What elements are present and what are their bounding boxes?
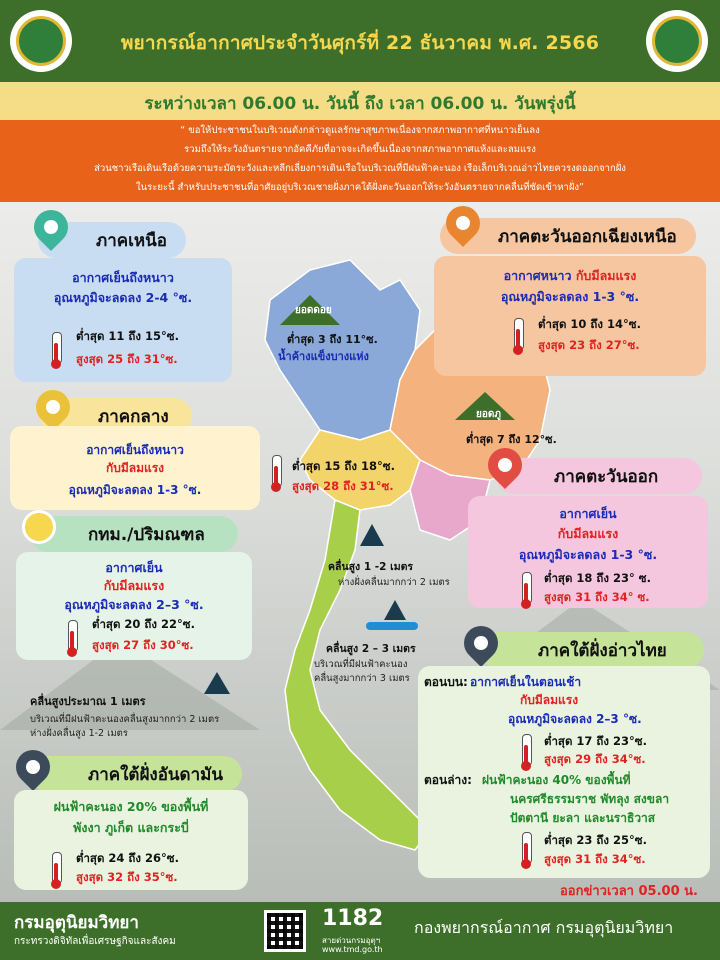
thermometer-icon xyxy=(52,332,62,364)
boat-icon xyxy=(384,600,406,620)
thermometer-icon xyxy=(272,455,282,487)
south-gulf-title-pill xyxy=(480,632,704,668)
thermometer-icon xyxy=(522,734,532,766)
doi-label: ยอดดอย xyxy=(295,305,332,316)
south-upper-max: สูงสุด 29 ถึง 34°ซ. xyxy=(544,752,646,766)
bangkok-line2: กับมีลมแรง xyxy=(103,578,165,593)
central-max: สูงสุด 28 ถึง 31°ซ. xyxy=(292,479,394,493)
wave-andaman-line3: ห่างฝั่งคลื่นสูง 1-2 เมตร xyxy=(30,728,128,739)
boat-icon xyxy=(204,672,230,694)
east-max: สูงสุด 31 ถึง 34° ซ. xyxy=(544,590,650,604)
thermometer-icon xyxy=(68,620,78,652)
footer-org: กรมอุตุนิยมวิทยา xyxy=(14,913,139,933)
warning-line: “ ขอให้ประชาชนในบริเวณดังกล่าวดูแลรักษาสุขภาพเนื่องจากสภาพอากาศที่หนาวเย็นลง xyxy=(180,125,540,136)
east-min: ต่ำสุด 18 ถึง 23° ซ. xyxy=(544,571,651,585)
east-title: ภาคตะวันออก xyxy=(554,466,659,487)
south-upper1: อากาศเย็นในตอนเช้า xyxy=(470,675,582,689)
thermometer-icon xyxy=(52,852,62,884)
north-min: ต่ำสุด 11 ถึง 15°ซ. xyxy=(76,329,179,343)
website-link[interactable]: www.tmd.go.th xyxy=(322,945,383,954)
wave-andaman-line1: คลื่นสูงประมาณ 1 เมตร xyxy=(30,695,146,708)
ministry-logo xyxy=(10,10,72,72)
northeast-max: สูงสุด 23 ถึง 27°ซ. xyxy=(538,338,640,352)
north-max: สูงสุด 25 ถึง 31°ซ. xyxy=(76,352,178,366)
city-icon xyxy=(22,510,56,544)
northeast-line2: อุณหภูมิจะลดลง 1-3 °ซ. xyxy=(500,289,640,304)
north-line1: อากาศเย็นถึงหนาว xyxy=(72,270,174,285)
issued-time: ออกข่าวเวลา 05.00 น. xyxy=(560,884,698,899)
footer-ministry: กระทรวงดิจิทัลเพื่อเศรษฐกิจและสังคม xyxy=(14,936,176,947)
wave-andaman-line2: บริเวณที่มีฝนฟ้าคะนองคลื่นสูงมากกว่า 2 เมตร xyxy=(30,714,220,725)
south-upper-min: ต่ำสุด 17 ถึง 23°ซ. xyxy=(544,734,647,748)
south-lower2: นครศรีธรรมราช พัทลุง สงขลา xyxy=(510,792,670,806)
south-lower1: ฝนฟ้าคะนอง 40% ของพื้นที่ xyxy=(482,773,631,787)
east-line2: กับมีลมแรง xyxy=(557,526,619,541)
south-lower-max: สูงสุด 31 ถึง 34°ซ. xyxy=(544,852,646,866)
north-title: ภาคเหนือ xyxy=(96,230,167,251)
south-upper3: อุณหภูมิจะลดลง 2–3 °ซ. xyxy=(508,712,642,726)
warning-line: ในระยะนี้ สำหรับประชาชนที่อาศัยอยู่บริเวณชายฝั่งภาคใต้ฝั่งตะวันออกให้ระวังอันตรายจากคลื่นที่ซัดเข้าหาฝั่ง” xyxy=(136,182,584,193)
east-line3: อุณหภูมิจะลดลง 1-3 °ซ. xyxy=(518,547,658,562)
bangkok-title-pill xyxy=(30,516,238,552)
wave-lower-line3: คลื่นสูงมากกว่า 3 เมตร xyxy=(314,673,410,684)
wave-lower-line1: คลื่นสูง 2 – 3 เมตร xyxy=(326,643,416,655)
northeast-min: ต่ำสุด 10 ถึง 14°ซ. xyxy=(538,317,641,331)
forecast-period: ระหว่างเวลา 06.00 น. วันนี้ ถึง เวลา 06.00 น. วันพรุ่งนี้ xyxy=(144,94,576,114)
thermometer-icon xyxy=(522,832,532,864)
central-min: ต่ำสุด 15 ถึง 18°ซ. xyxy=(292,459,395,473)
east-title-pill xyxy=(496,458,702,494)
central-title: ภาคกลาง xyxy=(98,406,169,427)
tmd-logo xyxy=(646,10,708,72)
central-line3: อุณหภูมิจะลดลง 1-3 °ซ. xyxy=(68,483,202,497)
south-upper2: กับมีลมแรง xyxy=(520,693,579,707)
hotline-caption: สายด่วนกรมอุตุฯ xyxy=(322,936,381,945)
bangkok-title: กทม./ปริมณฑล xyxy=(88,524,205,545)
bangkok-line1: อากาศเย็น xyxy=(105,560,163,575)
wave-lower-line2: บริเวณที่มีฝนฟ้าคะนอง xyxy=(314,659,408,670)
andaman-title-pill xyxy=(30,756,242,792)
upper-label: ตอนบน: xyxy=(424,675,468,689)
doi-temp: ต่ำสุด 3 ถึง 11°ซ. xyxy=(287,333,378,346)
east-line1: อากาศเย็น xyxy=(559,506,617,521)
north-line2: อุณหภูมิจะลดลง 2-4 °ซ. xyxy=(53,290,193,305)
bangkok-max: สูงสุด 27 ถึง 30°ซ. xyxy=(92,638,194,652)
andaman-title: ภาคใต้ฝั่งอันดามัน xyxy=(88,764,223,785)
central-line1: อากาศเย็นถึงหนาว xyxy=(86,443,184,457)
south-lower3: ปัตตานี ยะลา และนราธิวาส xyxy=(510,811,656,825)
qr-code-icon[interactable] xyxy=(264,910,306,952)
hotline-number[interactable]: 1182 xyxy=(322,906,384,931)
wave-icon xyxy=(366,622,418,630)
thermometer-icon xyxy=(514,318,524,350)
wave-upper-line2: ห่างฝั่งคลื่นมากกว่า 2 เมตร xyxy=(338,577,450,588)
bangkok-min: ต่ำสุด 20 ถึง 22°ซ. xyxy=(92,617,195,631)
andaman-line2: พังงา ภูเก็ต และกระบี่ xyxy=(73,820,189,835)
phu-temp: ต่ำสุด 7 ถึง 12°ซ. xyxy=(466,433,557,446)
thermometer-icon xyxy=(522,572,532,604)
lower-label: ตอนล่าง: xyxy=(424,773,472,787)
northeast-line1: อากาศหนาว กับมีลมแรง xyxy=(503,268,637,283)
andaman-min: ต่ำสุด 24 ถึง 26°ซ. xyxy=(76,851,179,865)
phu-label: ยอดภู xyxy=(476,409,501,420)
warning-line: รวมถึงให้ระวังอันตรายจากอัคคีภัยที่อาจจะเกิดขึ้นเนื่องจากสภาพอากาศแห้งและลมแรง xyxy=(184,144,536,155)
andaman-max: สูงสุด 32 ถึง 35°ซ. xyxy=(76,870,178,884)
page-title: พยากรณ์อากาศประจำวันศุกร์ที่ 22 ธันวาคม พ.ศ. 2566 xyxy=(120,32,600,54)
warning-line: ส่วนชาวเรือเดินเรือด้วยความระมัดระวังและหลีกเลี่ยงการเดินเรือในบริเวณที่มีฝนฟ้าคะนอง เรือเล็กบริเวณอ่าวไทยควรงดออกจากฝั่ง xyxy=(94,163,626,174)
central-line2: กับมีลมแรง xyxy=(105,461,165,475)
footer-division: กองพยากรณ์อากาศ กรมอุตุนิยมวิทยา xyxy=(414,918,674,937)
south-gulf-title: ภาคใต้ฝั่งอ่าวไทย xyxy=(538,640,667,661)
wave-upper-line1: คลื่นสูง 1 -2 เมตร xyxy=(328,561,414,573)
south-lower-min: ต่ำสุด 23 ถึง 25°ซ. xyxy=(544,833,647,847)
doi-note: น้ำค้างแข็งบางแห่ง xyxy=(278,350,369,363)
andaman-line1: ฝนฟ้าคะนอง 20% ของพื้นที่ xyxy=(53,799,209,814)
northeast-title: ภาคตะวันออกเฉียงเหนือ xyxy=(498,226,677,247)
bangkok-line3: อุณหภูมิจะลดลง 2–3 °ซ. xyxy=(64,597,204,612)
boat-icon xyxy=(360,524,384,546)
